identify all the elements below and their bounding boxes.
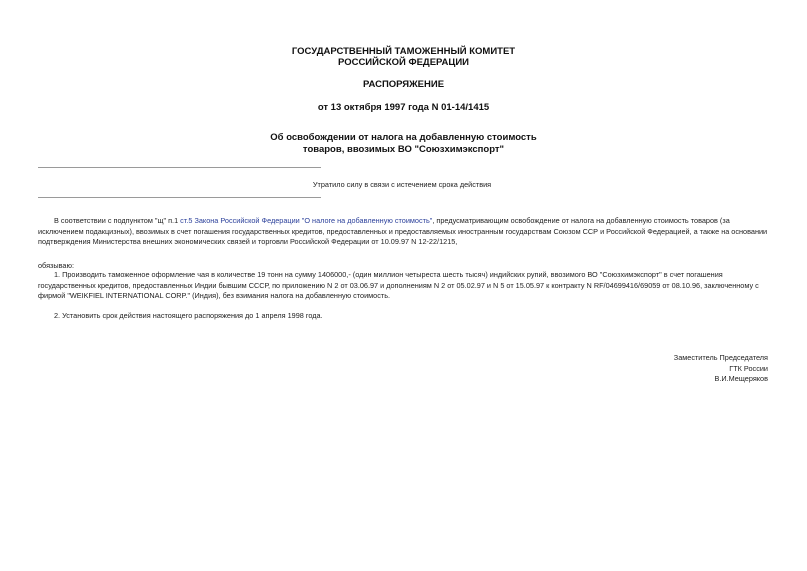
document-subject-line-2: товаров, ввозимых ВО "Союзхимэкспорт" <box>302 144 505 155</box>
signer-organization: ГТК России <box>729 363 768 373</box>
document-date-number: от 13 октября 1997 года N 01-14/1415 <box>317 102 490 113</box>
paragraph-item-2 <box>38 311 770 322</box>
issuer-line-2: РОССИЙСКОЙ ФЕДЕРАЦИИ <box>337 57 469 68</box>
paragraph-obligation: обязываю: <box>38 261 74 270</box>
issuer-line-1: ГОСУДАРСТВЕННЫЙ ТАМОЖЕННЫЙ КОМИТЕТ <box>291 46 516 57</box>
signer-name: В.И.Мещеряков <box>714 374 768 383</box>
signature-block <box>600 353 768 385</box>
paragraph-item-1 <box>38 270 770 302</box>
signer-position: Заместитель Председателя <box>673 353 768 362</box>
divider-top <box>38 167 321 168</box>
item-1-text: 1. Производить таможенное оформление чая в количестве 19 тонн на сумму 1406000,- (один миллион четыреста шесть тысяч) индийских рупий, ввозимого ВО "Союзхимэкспорт" в счет погашения государственных кредитов, предоставленных Индии бывшим СССР, по приложению N 2 от 03.06.97 и дополнениям N 2 от 05.02.97 и N 5 от 15.05.97 к контракту N RF/04699416/69059 от 08.10.96, заключенному с фирмой "WEIKFIEL INTERNATIONAL CORP." (Индия), без взимания налога на добавленную стоимость. <box>38 270 759 300</box>
preamble-text-end: , предусматривающим освобождение от налога на добавленную стоимость товаров (за исключением подакцизных), ввозимых в счет погашения государственных кредитов, предоставленных и предоставляемых иностранным государствам Союзом ССР и Российской Федерацией, а также на основании подтверждения Министерства внешних экономических связей и торговли Российской Федерации от 10.09.97 N 12-22/1215, <box>38 216 768 246</box>
paragraph-preamble <box>38 216 770 248</box>
item-2-text: 2. Установить срок действия настоящего распоряжения до 1 апреля 1998 года. <box>54 311 323 320</box>
divider-bottom <box>38 197 321 198</box>
status-note: Утратило силу в связи с истечением срока действия <box>312 180 492 189</box>
document-subject-line-1: Об освобождении от налога на добавленную стоимость <box>270 132 537 143</box>
document-type: РАСПОРЯЖЕНИЕ <box>362 79 445 90</box>
law-article-link[interactable]: ст.5 Закона Российской Федерации "О налоге на добавленную стоимость" <box>180 216 433 225</box>
preamble-text-start: В соответствии с подпунктом "щ" п.1 <box>54 216 181 225</box>
